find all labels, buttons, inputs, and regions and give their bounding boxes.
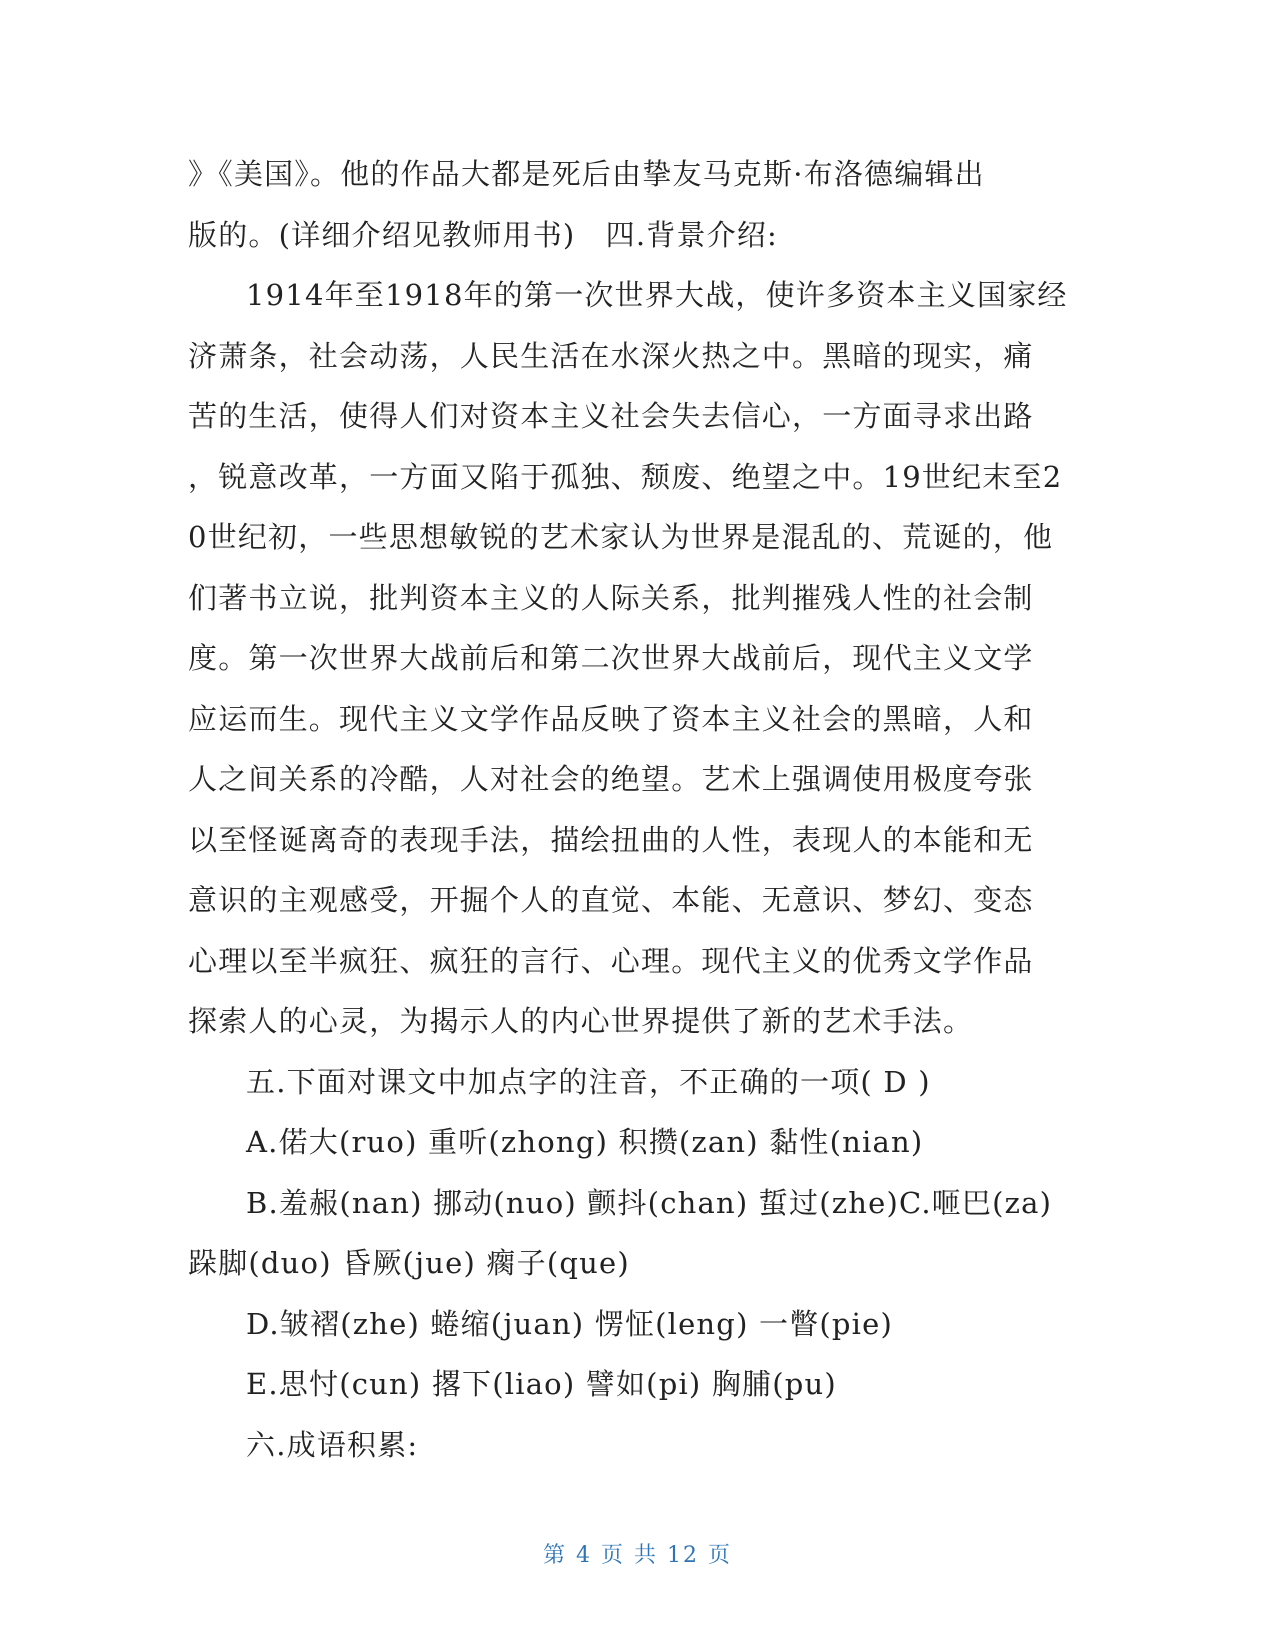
text-line: 应运而生。现代主义文学作品反映了资本主义社会的黑暗，人和	[188, 701, 1034, 736]
option-a: A.偌大(ruo) 重听(zhong) 积攒(zan) 黏性(nian)	[246, 1125, 924, 1159]
question-heading: 五.下面对课文中加点字的注音，不正确的一项( D )	[246, 1064, 931, 1099]
text-line: 们著书立说，批判资本主义的人际关系，批判摧残人性的社会制	[188, 580, 1034, 615]
option-c-continued: 跺脚(duo) 昏厥(jue) 瘸子(que)	[188, 1246, 630, 1280]
option-b-c: B.羞赧(nan) 挪动(nuo) 颤抖(chan) 蜇过(zhe)C.咂巴(za)	[246, 1185, 1053, 1220]
text-line: 》《美国》。他的作品大都是死后由挚友马克斯·布洛德编辑出	[188, 157, 985, 191]
section-heading: 六.成语积累:	[246, 1427, 419, 1462]
text-line: ，锐意改革，一方面又陷于孤独、颓废、绝望之中。19世纪末至2	[188, 459, 1063, 494]
text-line: 以至怪诞离奇的表现手法，描绘扭曲的人性，表现人的本能和无	[188, 822, 1034, 857]
text-line: 0世纪初，一些思想敏锐的艺术家认为世界是混乱的、荒诞的，他	[188, 520, 1054, 554]
page-number-footer: 第 4 页 共 12 页	[543, 1543, 732, 1568]
option-d: D.皱褶(zhe) 蜷缩(juan) 愣怔(leng) 一瞥(pie)	[246, 1306, 894, 1341]
text-line: 度。第一次世界大战前后和第二次世界大战前后，现代主义文学	[188, 641, 1034, 675]
text-line: 意识的主观感受，开掘个人的直觉、本能、无意识、梦幻、变态	[188, 883, 1034, 917]
text-line: 人之间关系的冷酷，人对社会的绝望。艺术上强调使用极度夸张	[188, 762, 1034, 796]
text-line: 1914年至1918年的第一次世界大战，使许多资本主义国家经	[246, 278, 1068, 312]
document-body	[188, 144, 1088, 1475]
text-line: 苦的生活，使得人们对资本主义社会失去信心，一方面寻求出路	[188, 399, 1034, 433]
text-line: 心理以至半疯狂、疯狂的言行、心理。现代主义的优秀文学作品	[188, 943, 1034, 978]
option-e: E.思忖(cun) 撂下(liao) 譬如(pi) 胸脯(pu)	[246, 1367, 837, 1401]
text-line: 探索人的心灵，为揭示人的内心世界提供了新的艺术手法。	[188, 1004, 974, 1038]
text-line: 版的。(详细介绍见教师用书) 四.背景介绍:	[188, 217, 779, 252]
text-line: 济萧条，社会动荡，人民生活在水深火热之中。黑暗的现实，痛	[188, 338, 1034, 373]
